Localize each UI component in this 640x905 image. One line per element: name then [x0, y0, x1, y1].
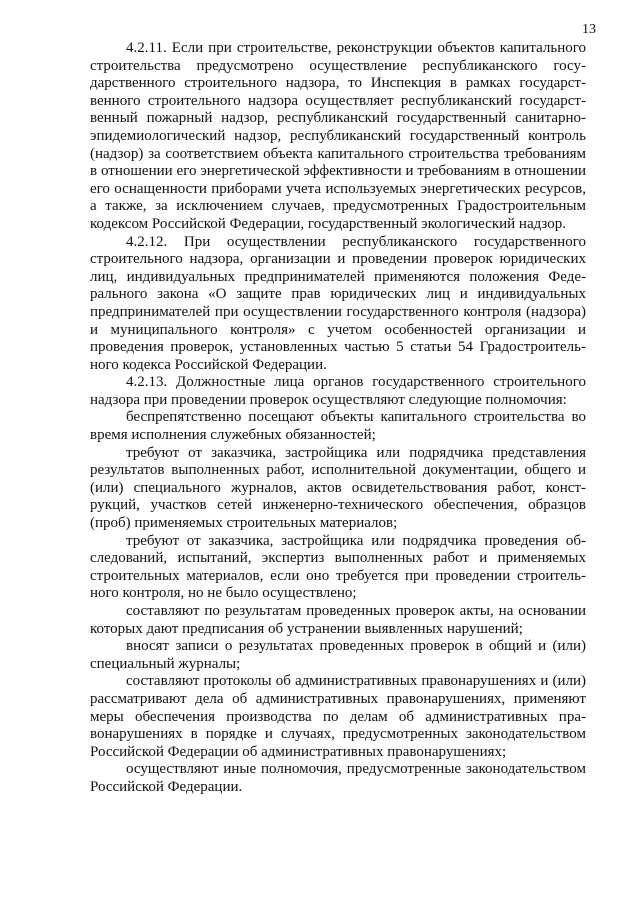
power-item-request-inspections: требуют от заказчика, застройщика или подрядчика проведения обследований, испытаний, экспертиз выполненных работ и применяемых строительных материалов, если оно требуется при проведении строительного контроля, но не было осуществлено; — [90, 532, 586, 602]
page-number: 13 — [582, 22, 596, 37]
paragraph-4-2-12: 4.2.12. При осуществлении республиканского государственного строительного надзора, организации и проведении проверок юридических лиц, индивидуальных предпринимателей применяются положения Федерального закона «О защите прав юридических лиц и индивидуальных предпринимателей при осуществлении государственного контроля (надзора) и муниципального контроля» с учетом особенностей организации и проведения проверок, установленных частью 5 статьи 54 Градостроительного кодекса Российской Федерации. — [90, 233, 586, 373]
power-item-administrative-protocols: составляют протоколы об административных правонарушениях и (или) рассматривают дела об административных правонарушениях, применяют меры обеспечения производства по делам об административных правонарушениях в порядке и случаях, предусмотренных законодательством Российской Федерации об административных правонарушениях; — [90, 673, 586, 760]
power-item-issue-acts: составляют по результатам проведенных проверок акты, на основании которых дают предписания об устранении выявленных нарушений; — [90, 603, 586, 637]
paragraph-4-2-11: 4.2.11. Если при строительстве, реконструкции объектов капитального строительства предусмотрено осуществление республиканского государственного строительного надзора, то Инспекция в рамках государственного строительного надзора осуществляет республиканский государственный пожарный надзор, республиканский государственный санитарно-эпидемиологический надзор, республиканский государственный контроль (надзор) за соответствием объекта капитального строительства требованиям в отношении его энергетической эффективности и требованиям в отношении его оснащенности приборами учета используемых энергетических ресурсов, а также, за исключением случаев, предусмотренных Градостроительным кодексом Российской Федерации, государственный экологический надзор. — [90, 40, 586, 232]
paragraph-4-2-13: 4.2.13. Должностные лица органов государственного строительного надзора при проведении проверок осуществляют следующие полномочия: — [90, 374, 586, 408]
power-item-journal-records: вносят записи о результатах проведенных проверок в общий и (или) специальный журналы; — [90, 638, 586, 672]
power-item-other-powers: осуществляют иные полномочия, предусмотренные законодательством Российской Федерации. — [90, 761, 586, 795]
power-item-visit-objects: беспрепятственно посещают объекты капитального строительства во время исполнения служебных обязанностей; — [90, 409, 586, 444]
document-body — [90, 40, 586, 797]
power-item-request-documents: требуют от заказчика, застройщика или подрядчика представления результатов выполненных работ, исполнительной документации, общего и (или) специального журналов, актов освидетельствования работ, конструкций, участков сетей инженерно-технического обеспечения, образцов (проб) применяемых строительных материалов; — [90, 444, 586, 532]
